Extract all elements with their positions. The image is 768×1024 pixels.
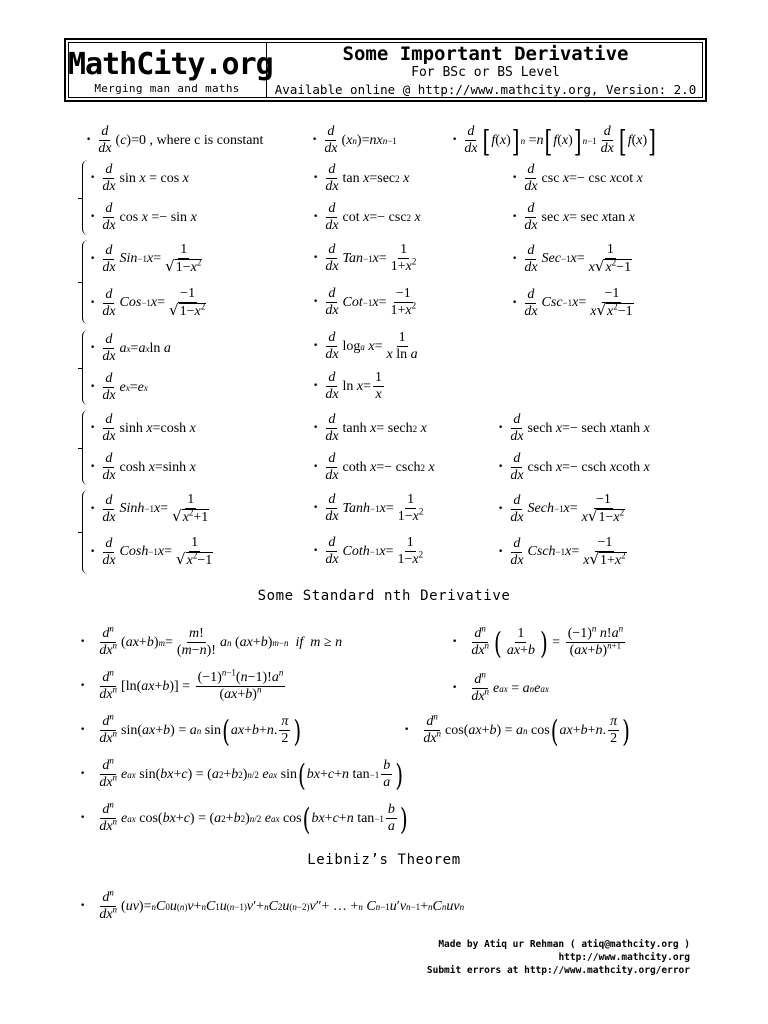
formula-arctanh: • d dx Tanh −1 x = 1 $1-x^2$ [313,492,424,525]
footer-author: Made by Atiq ur Rehman ( atiq@mathcity.org ) [438,939,690,950]
formula-nth-exp-cos: • $d^n$ $dx^n$ e ax cos( bx + c ) = ( a 2 + b 2 ) n/2 e ax cos ( bx + c + n tan −1 b a ) [80,799,408,837]
brand-logo: MathCity.org [68,47,273,82]
formula-exp-e: • d dx e x = e x [90,371,148,404]
formula-chain-power: • d dx [ f ( x ) ] n = n [ f ( x ) ] n−1 d dx [ f ( x ) ] [452,122,656,159]
formula-log-a: • d dx log a x = 1 x ln a [313,330,418,363]
formula-coth: • d dx coth x =− csch 2 x [313,451,435,484]
brand-block [68,42,273,98]
brace-trig [82,160,90,235]
online-note: Available online @ http://www.mathcity.org, Version: 2.0 [274,82,697,97]
formula-ln: • d dx ln x = 1 x [313,370,383,403]
formula-constant: • d dx ( c )=0 , where c is constant [86,124,264,157]
footer-errors-link[interactable]: Submit errors at http://www.mathcity.org/error [426,965,690,976]
page-title: Some Important Derivative [342,43,629,65]
formula-nth-sin: • $d^n$ $dx^n$ sin( ax + b ) = a n sin ( ax + b + n . π 2 ) [80,711,302,749]
formula-arccot: • d dx Cot −1 x = −1 $1+x^2$ [313,286,417,319]
formula-arccoth: • d dx Coth −1 x = 1 $1-x^2$ [313,535,424,568]
formula-nth-ln: • $d^n$ $dx^n$ [ln( ax + b )] = $(-1)^{n-1}(n-1)!a^n$ $(ax+b)^n$ [80,667,284,703]
formula-cot: • d dx cot x =− csc 2 x [313,201,421,234]
formula-arccsch: • d dx Csch −1 x = −1 x √ $1+x^2$ [498,535,626,569]
footer [427,938,690,977]
brace-exp [82,330,90,405]
section-title-leibniz: Leibniz’s Theorem [307,852,461,868]
formula-arccos: • d dx Cos −1 x = −1 √ $1-x^2$ [90,286,206,320]
header-box [64,38,707,102]
formula-leibniz: • $d^n$ $dx^n$ ( uv )= n C 0 u (n) v + n C 1 u (n−1) v ′+ n C 2 u (n−2) v ″+ … + n C n−1 u ′ v n−1 + n C n uv n [80,887,465,923]
brace-hyperbolic [82,410,90,485]
formula-arcsec: • d dx Sec −1 x = 1 x √ $x^2-1$ [512,242,632,276]
constant-note: , where c is constant [149,132,264,148]
formula-arccsc: • d dx Csc −1 x = −1 x √ $x^2-1$ [512,286,633,320]
section-title-nth: Some Standard nth Derivative [257,588,511,604]
brace-inverse-trig [82,240,90,324]
formula-arcsin: • d dx Sin −1 x = 1 √ $1-x^2$ [90,242,202,276]
formula-arcsinh: • d dx Sinh −1 x = 1 √ $x^2+1$ [90,492,209,526]
formula-tan: • d dx tan x =sec 2 x [313,162,410,195]
formula-sin: • d dx sin x = cos x [90,162,189,195]
formula-arctan: • d dx Tan −1 x = 1 $1+x^2$ [313,242,417,275]
formula-power: • d dx ( x n )= nx n−1 [312,124,397,157]
footer-site-link[interactable]: http://www.mathcity.org [558,952,690,963]
formula-nth-exp-sin: • $d^n$ $dx^n$ e ax sin( bx + c ) = ( a 2 + b 2 ) n/2 e ax sin ( bx + c + n tan −1 b a ) [80,755,404,793]
brace-inverse-hyperbolic [82,490,90,574]
formula-arcsech: • d dx Sech −1 x = −1 x √ $1-x^2$ [498,492,625,526]
formula-arccosh: • d dx Cosh −1 x = 1 √ $x^2-1$ [90,535,213,569]
formula-cosh: • d dx cosh x =sinh x [90,451,196,484]
formula-sech: • d dx sech x =− sech x tanh x [498,412,650,445]
brand-tagline: Merging man and maths [94,82,240,95]
formula-nth-reciprocal: • $d^n$ $dx^n$ ( 1 ax+b ) = $(-1)^n$ $n!a^n$ $(ax+b)^{n+1}$ [452,623,624,661]
page-subtitle: For BSc or BS Level [411,65,560,80]
formula-nth-power: • $d^n$ $dx^n$ ( ax + b ) m = m! (m−n)! a n ( ax + b ) m−n if m ≥ n [80,623,343,659]
title-block [270,42,701,98]
formula-tanh: • d dx tanh x = sech 2 x [313,412,427,445]
formula-exp-a: • d dx a x = a x ln a [90,332,171,365]
formula-csch: • d dx csch x =− csch x coth x [498,451,650,484]
formula-nth-exp: • $d^n$ $dx^n$ e ax = a n e ax [452,669,549,705]
formula-csc: • d dx csc x =− csc x cot x [512,162,643,195]
formula-cos: • d dx cos x =− sin x [90,201,197,234]
formula-sec: • d dx sec x = sec x tan x [512,201,635,234]
formula-nth-cos: • $d^n$ $dx^n$ cos( ax + b ) = a n cos ( ax + b + n . π 2 ) [404,711,630,749]
formula-sinh: • d dx sinh x =cosh x [90,412,196,445]
